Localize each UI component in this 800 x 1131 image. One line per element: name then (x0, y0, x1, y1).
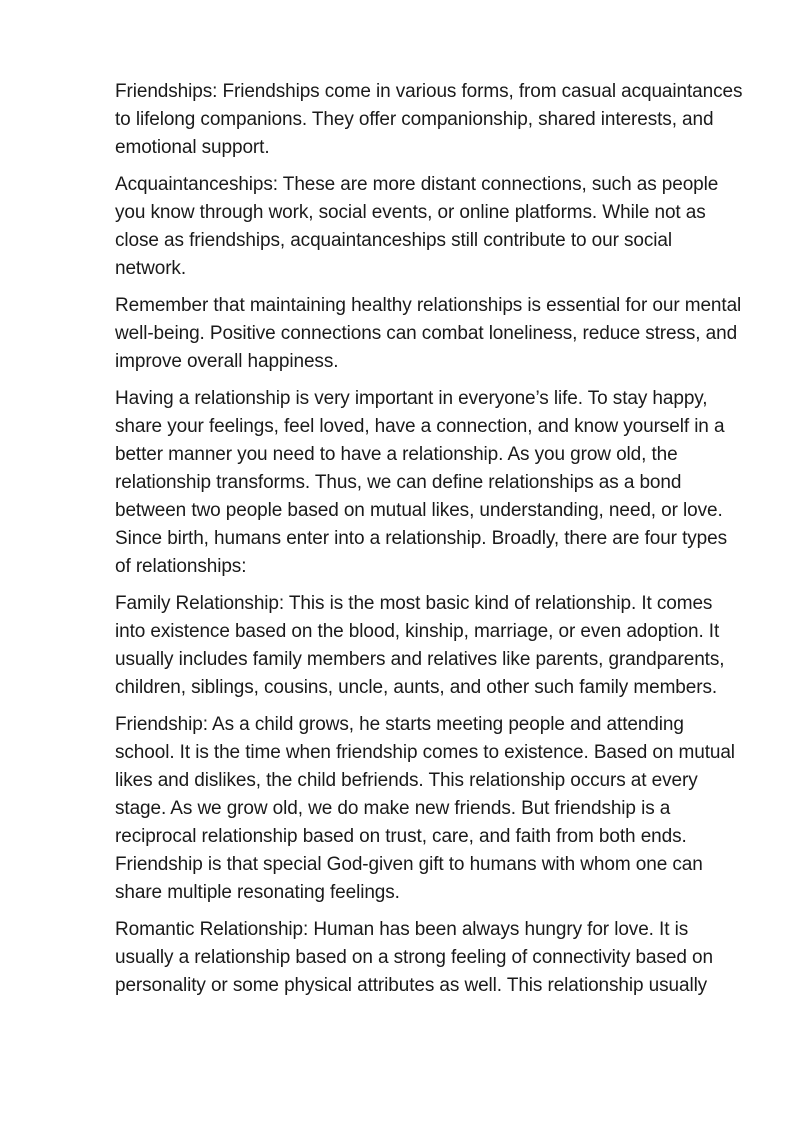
paragraph-healthy-relationships: Remember that maintaining healthy relationships is essential for our mental well-being. Positive connections can combat loneliness, reduce stress, and improve overall happiness. (115, 295, 742, 372)
paragraph-friendship: Friendship: As a child grows, he starts meeting people and attending school. It is the time when friendship comes to existence. Based on mutual likes and dislikes, the child befriends. This relationship occurs at every stage. As we grow old, we do make new friends. But friendship is a reciprocal relationship based on trust, care, and faith from both ends. Friendship is that special God-given gift to humans with whom one can share multiple resonating feelings. (115, 714, 735, 903)
document-body (115, 78, 747, 1009)
paragraph-romantic-relationship: Romantic Relationship: Human has been always hungry for love. It is usually a relationship based on a strong feeling of connectivity based on personality or some physical attributes as well. This relationship usually (115, 919, 713, 996)
paragraph-family-relationship: Family Relationship: This is the most basic kind of relationship. It comes into existence based on the blood, kinship, marriage, or even adoption. It usually includes family members and relatives like parents, grandparents, children, siblings, cousins, uncle, aunts, and other such family members. (115, 593, 725, 698)
paragraph-acquaintanceships: Acquaintanceships: These are more distant connections, such as people you know through work, social events, or online platforms. While not as close as friendships, acquaintanceships still contribute to our social network. (115, 174, 719, 279)
paragraph-friendships: Friendships: Friendships come in various forms, from casual acquaintances to lifelong companions. They offer companionship, shared interests, and emotional support. (115, 81, 743, 158)
paragraph-relationship-importance: Having a relationship is very important in everyone’s life. To stay happy, share your feelings, feel loved, have a connection, and know yourself in a better manner you need to have a relationship. As you grow old, the relationship transforms. Thus, we can define relationships as a bond between two people based on mutual likes, understanding, need, or love. Since birth, humans enter into a relationship. Broadly, there are four types of relationships: (115, 388, 727, 577)
